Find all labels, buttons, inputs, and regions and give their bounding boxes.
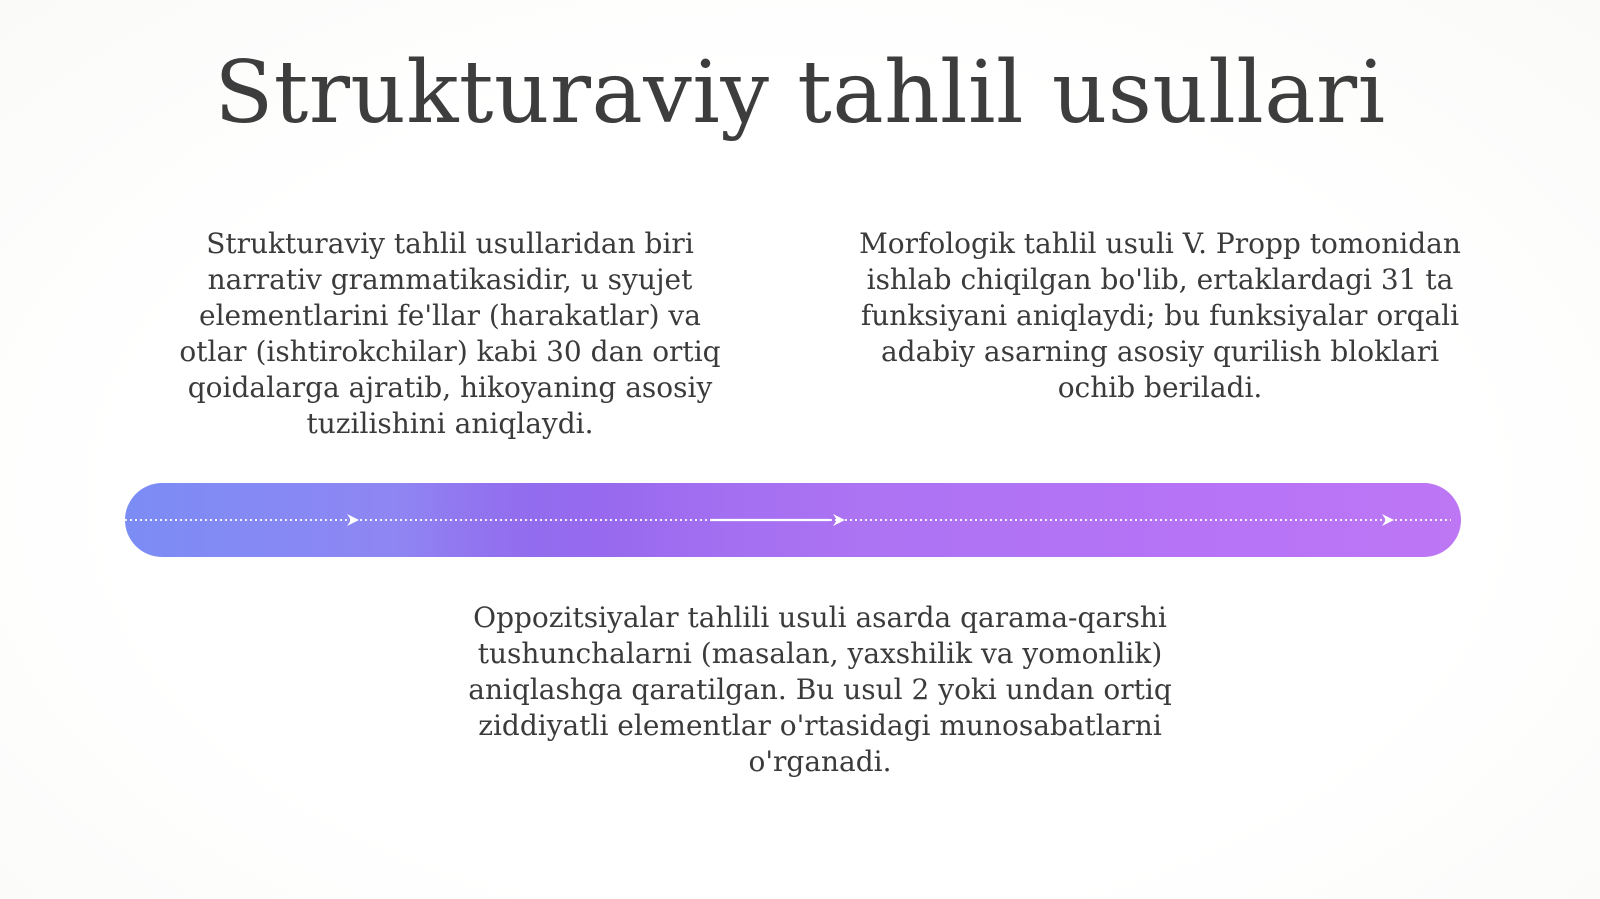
text-line: o'rganadi. <box>748 745 892 778</box>
paragraph-oppositions-analysis <box>450 600 1190 780</box>
text-line: tushunchalarni (masalan, yaxshilik va yomonlik) <box>477 637 1163 670</box>
text-line: ochib beriladi. <box>1057 371 1263 404</box>
slide-title: Strukturaviy tahlil usullari <box>214 43 1386 143</box>
arrow-right-icon <box>833 514 845 526</box>
text-line: tuzilishini aniqlaydi. <box>306 407 594 440</box>
text-line: Strukturaviy tahlil usullaridan biri <box>206 227 694 260</box>
text-line: Oppozitsiyalar tahlili usuli asarda qarama-qarshi <box>473 601 1167 634</box>
text-line: ziddiyatli elementlar o'rtasidagi munosabatlarni <box>478 709 1162 742</box>
timeline-arrows <box>125 483 1461 557</box>
timeline-bar <box>125 483 1461 557</box>
text-line: elementlarini fe'llar (harakatlar) va <box>199 299 701 332</box>
arrow-right-icon <box>1382 514 1394 526</box>
text-line: qoidalarga ajratib, hikoyaning asosiy <box>187 371 713 404</box>
paragraph-morphological-analysis <box>840 226 1480 406</box>
arrow-right-icon <box>347 514 359 526</box>
text-line: aniqlashga qaratilgan. Bu usul 2 yoki undan ortiq <box>468 673 1172 706</box>
text-line: otlar (ishtirokchilar) kabi 30 dan ortiq <box>179 335 721 368</box>
text-line: funksiyani aniqlaydi; bu funksiyalar orqali <box>860 299 1460 332</box>
paragraph-narrative-grammar <box>170 226 730 442</box>
text-line: adabiy asarning asosiy qurilish bloklari <box>880 335 1440 368</box>
text-line: narrativ grammatikasidir, u syujet <box>207 263 693 296</box>
text-line: ishlab chiqilgan bo'lib, ertaklardagi 31 ta <box>866 263 1454 296</box>
text-line: Morfologik tahlil usuli V. Propp tomonidan <box>859 227 1461 260</box>
